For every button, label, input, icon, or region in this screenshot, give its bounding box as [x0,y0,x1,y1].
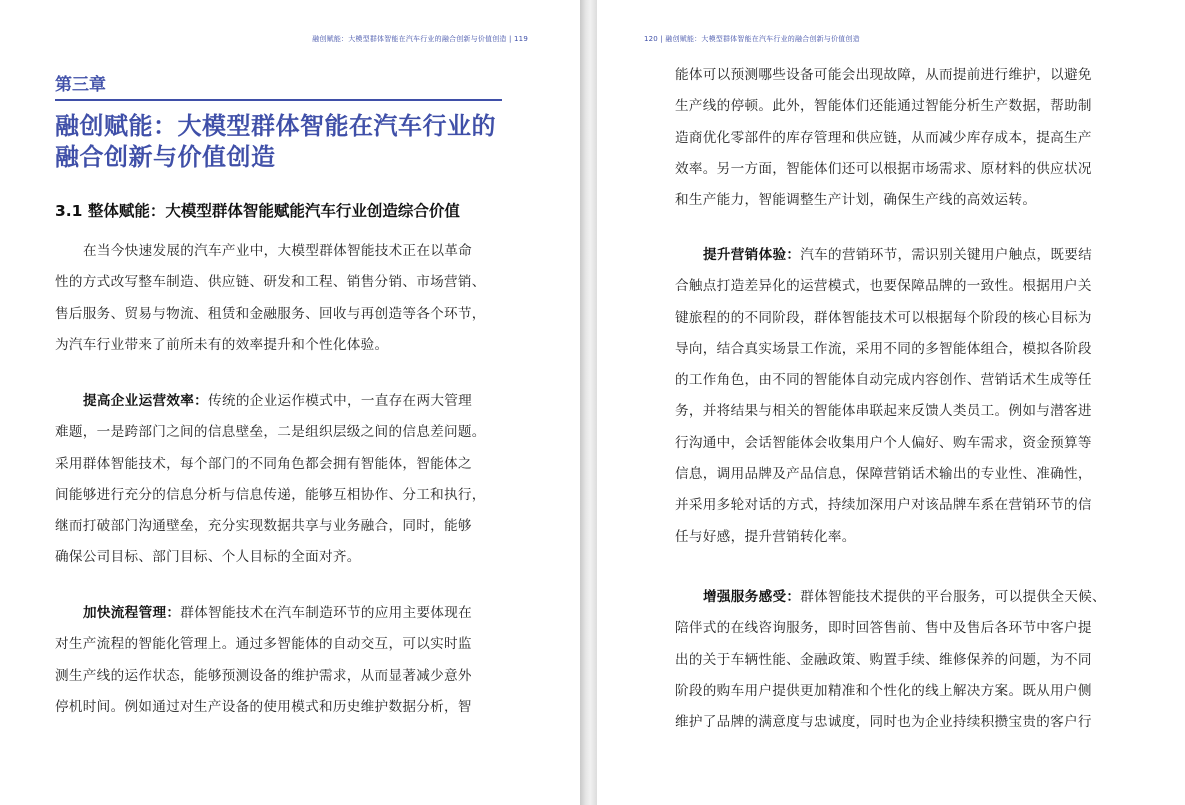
running-head-right: 120 | 融创赋能：大模型群体智能在汽车行业的融合创新与价值创造 [644,35,860,43]
paragraph-line: 性的方式改写整车制造、供应链、研发和工程、销售分销、市场营销、 [55,274,486,291]
book-gutter [580,0,597,805]
intro-paragraph [55,236,505,361]
service-paragraph [675,582,1125,738]
paragraph-line: 陪伴式的在线咨询服务，即时回答售前、售中及售后各环节中客户提 [675,620,1092,637]
section-title: 3.1 整体赋能：大模型群体智能赋能汽车行业创造综合价值 [55,202,460,220]
paragraph-line: 造商优化零部件的库存管理和供应链，从而减少库存成本，提高生产 [675,129,1092,146]
paragraph-line: 阶段的购车用户提供更加精准和个性化的线上解决方案。既从用户侧 [675,682,1092,699]
chapter-rule [55,99,502,101]
efficiency-paragraph [55,386,505,574]
paragraph-heading: 加快流程管理： [83,605,181,621]
paragraph-line: 维护了品牌的满意度与忠诚度，同时也为企业持续积攒宝贵的客户行 [675,714,1092,731]
paragraph-line: 合触点打造差异化的运营模式，也要保障品牌的一致性。根据用户关 [675,278,1092,295]
running-head-left: 融创赋能：大模型群体智能在汽车行业的融合创新与价值创造 | 119 [312,35,528,43]
marketing-paragraph [675,240,1125,553]
paragraph-line: 行沟通中，会话智能体会收集用户个人偏好、购车需求，资金预算等 [675,434,1092,451]
paragraph-line: 停机时间。例如通过对生产设备的使用模式和历史维护数据分析，智 [55,698,472,715]
paragraph-line: 务，并将结果与相关的智能体串联起来反馈人类员工。例如与潜客进 [675,403,1092,420]
paragraph-line: 效率。另一方面，智能体们还可以根据市场需求、原材料的供应状况 [675,160,1092,177]
paragraph-text: 汽车的营销环节，需识别关键用户触点，既要结 [800,247,1093,263]
paragraph-line: 能体可以预测哪些设备可能会出现故障，从而提前进行维护，以避免 [675,67,1092,83]
chapter-label: 第三章 [55,75,106,95]
paragraph-line: 测生产线的运作状态，能够预测设备的维护需求，从而显著减少意外 [55,667,472,684]
chapter-title-line: 融合创新与价值创造 [55,143,276,171]
continued-paragraph [675,60,1125,216]
paragraph-text: 群体智能技术提供的平台服务，可以提供全天候、 [800,589,1106,605]
paragraph-line: 任与好感，提升营销转化率。 [675,528,856,545]
paragraph-line [675,240,1125,271]
paragraph-line: 生产线的停顿。此外，智能体们还能通过智能分析生产数据，帮助制 [675,98,1092,115]
paragraph-text: 传统的企业运作模式中，一直存在两大管理 [208,393,473,409]
process-paragraph [55,598,505,723]
paragraph-line: 出的关于车辆性能、金融政策、购置手续、维修保养的问题，为不同 [675,651,1092,668]
paragraph-line: 导向，结合真实场景工作流，采用不同的多智能体组合，模拟各阶段 [675,340,1092,357]
paragraph-line: 间能够进行充分的信息分析与信息传递，能够互相协作、分工和执行， [55,486,486,503]
right-page [597,0,1185,805]
chapter-title-line: 融创赋能：大模型群体智能在汽车行业的 [55,112,496,140]
paragraph-text: 群体智能技术在汽车制造环节的应用主要体现在 [180,605,473,621]
paragraph-line: 确保公司目标、部门目标、个人目标的全面对齐。 [55,549,361,566]
paragraph-line: 售后服务、贸易与物流、租赁和金融服务、回收与再创造等各个环节， [55,305,486,322]
paragraph-heading: 增强服务感受： [703,589,801,605]
paragraph-line: 在当今快速发展的汽车产业中，大模型群体智能技术正在以革命 [83,243,473,259]
paragraph-heading: 提高企业运营效率： [83,393,209,409]
left-page [0,0,580,805]
paragraph-line: 并采用多轮对话的方式，持续加深用户对该品牌车系在营销环节的信 [675,497,1092,514]
paragraph-line [675,582,1125,613]
paragraph-line: 和生产能力，智能调整生产计划，确保生产线的高效运转。 [675,192,1037,209]
paragraph-line: 采用群体智能技术，每个部门的不同角色都会拥有智能体，智能体之 [55,455,472,472]
paragraph-line: 难题，一是跨部门之间的信息壁垒，二是组织层级之间的信息差问题。 [55,424,486,441]
paragraph-line [55,598,505,629]
paragraph-line: 的工作角色，由不同的智能体自动完成内容创作、营销话术生成等任 [675,372,1092,389]
paragraph-heading: 提升营销体验： [703,247,801,263]
paragraph-line: 键旅程的的不同阶段，群体智能技术可以根据每个阶段的核心目标为 [675,309,1092,326]
paragraph-line [55,386,505,417]
paragraph-line: 为汽车行业带来了前所未有的效率提升和个性化体验。 [55,336,389,353]
paragraph-line: 信息，调用品牌及产品信息，保障营销话术输出的专业性、准确性， [675,466,1092,483]
chapter-title [55,111,515,173]
paragraph-line: 对生产流程的智能化管理上。通过多智能体的自动交互，可以实时监 [55,636,472,653]
paragraph-line: 继而打破部门沟通壁垒，充分实现数据共享与业务融合，同时，能够 [55,518,472,535]
